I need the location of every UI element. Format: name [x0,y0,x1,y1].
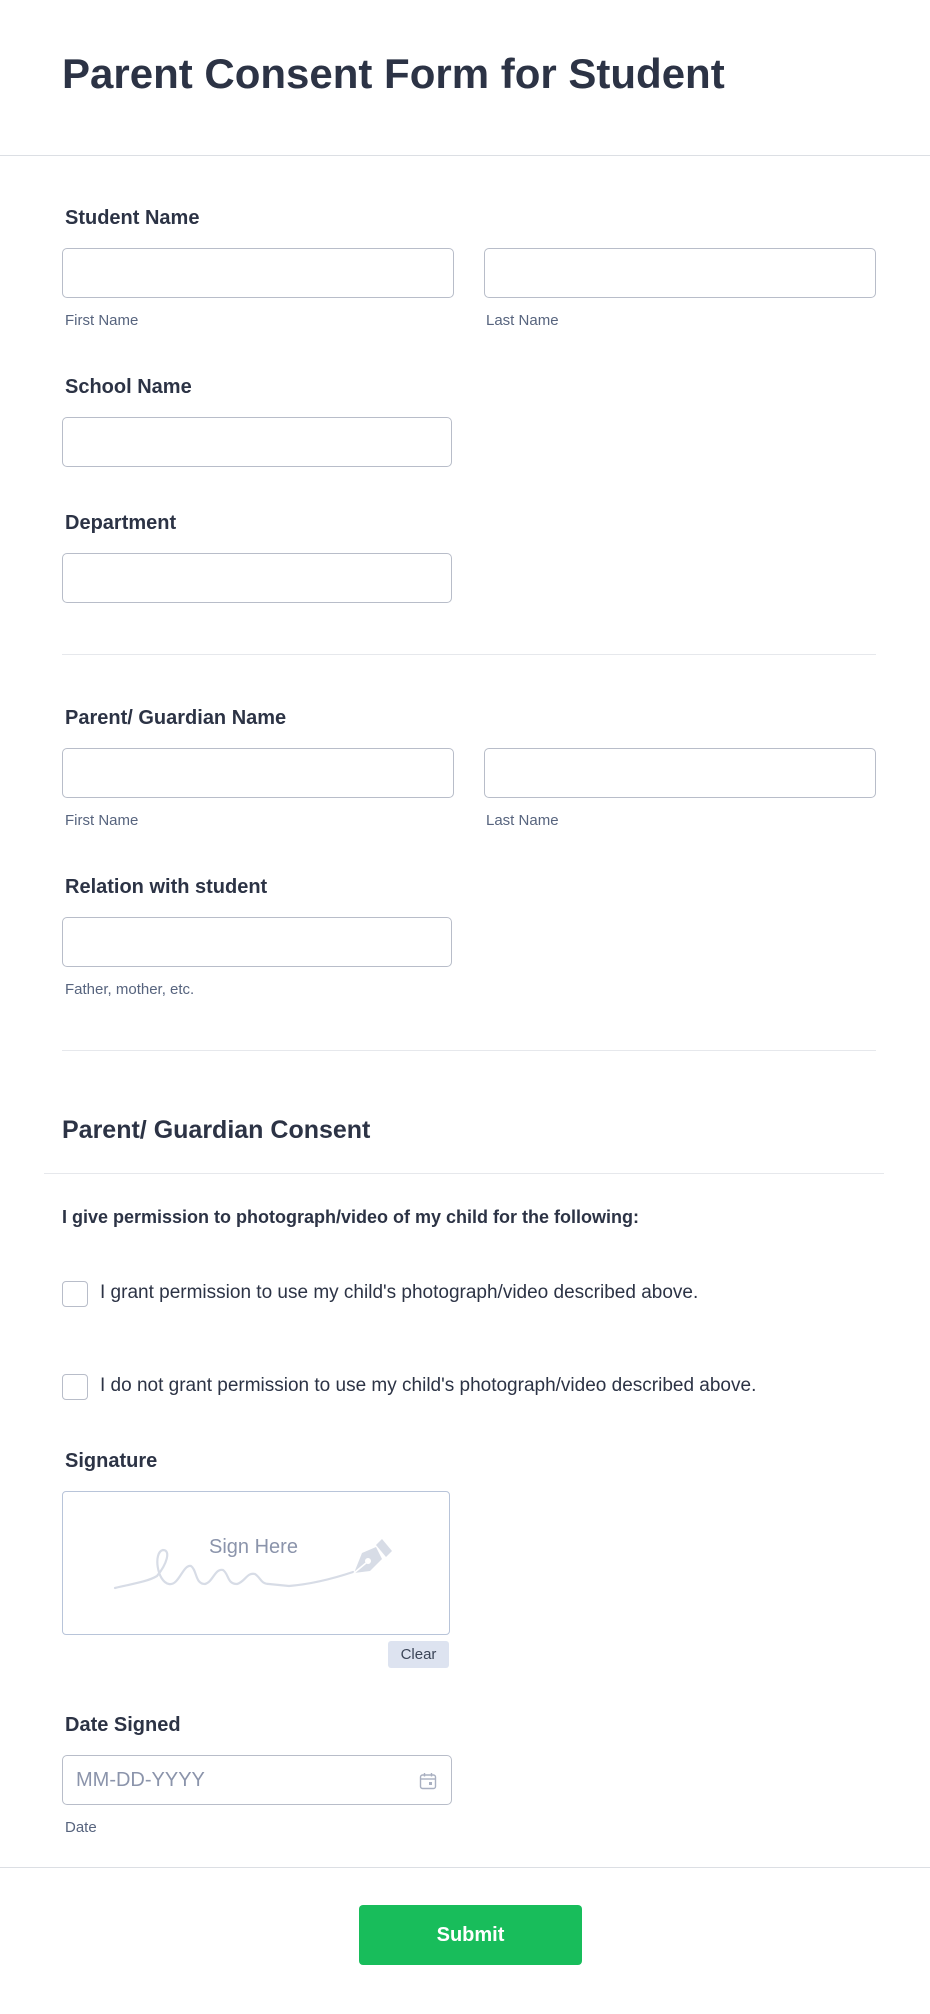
department-label: Department [65,512,177,534]
clear-signature-button[interactable]: Clear [388,1641,449,1668]
consent-section-title: Parent/ Guardian Consent [62,1116,371,1144]
guardian-name-label: Parent/ Guardian Name [65,707,287,729]
consent-divider [44,1173,884,1174]
form-title: Parent Consent Form for Student [62,50,725,97]
school-name-input[interactable] [62,417,452,467]
relation-label: Relation with student [65,876,268,898]
footer-divider [0,1867,930,1868]
relation-input[interactable] [62,917,452,967]
student-first-name-sublabel: First Name [65,312,139,329]
guardian-first-name-input[interactable] [62,748,454,798]
department-input[interactable] [62,553,452,603]
calendar-icon[interactable] [419,1772,437,1790]
section-divider [62,654,876,655]
guardian-first-name-sublabel: First Name [65,812,139,829]
date-sublabel: Date [65,1819,97,1836]
student-last-name-input[interactable] [484,248,876,298]
student-name-label: Student Name [65,207,200,229]
date-signed-label: Date Signed [65,1714,181,1736]
guardian-last-name-sublabel: Last Name [486,812,559,829]
grant-permission-checkbox[interactable] [62,1281,88,1307]
student-first-name-input[interactable] [62,248,454,298]
signature-label: Signature [65,1450,158,1472]
section-divider [62,1050,876,1051]
signature-pad[interactable] [62,1491,450,1635]
permission-heading: I give permission to photograph/video of my child for the following: [62,1207,640,1227]
submit-button[interactable]: Submit [359,1905,582,1965]
pen-nib-icon [348,1537,396,1579]
school-name-label: School Name [65,376,192,398]
signature-hint: Sign Here [209,1536,298,1558]
date-placeholder: MM-DD-YYYY [76,1769,205,1791]
header-divider [0,155,930,156]
date-signed-input[interactable] [62,1755,452,1805]
deny-permission-checkbox[interactable] [62,1374,88,1400]
deny-permission-label[interactable]: I do not grant permission to use my child's photograph/video described above. [100,1375,757,1396]
guardian-last-name-input[interactable] [484,748,876,798]
relation-sublabel: Father, mother, etc. [65,981,195,998]
student-last-name-sublabel: Last Name [486,312,559,329]
grant-permission-label[interactable]: I grant permission to use my child's photograph/video described above. [100,1282,699,1303]
